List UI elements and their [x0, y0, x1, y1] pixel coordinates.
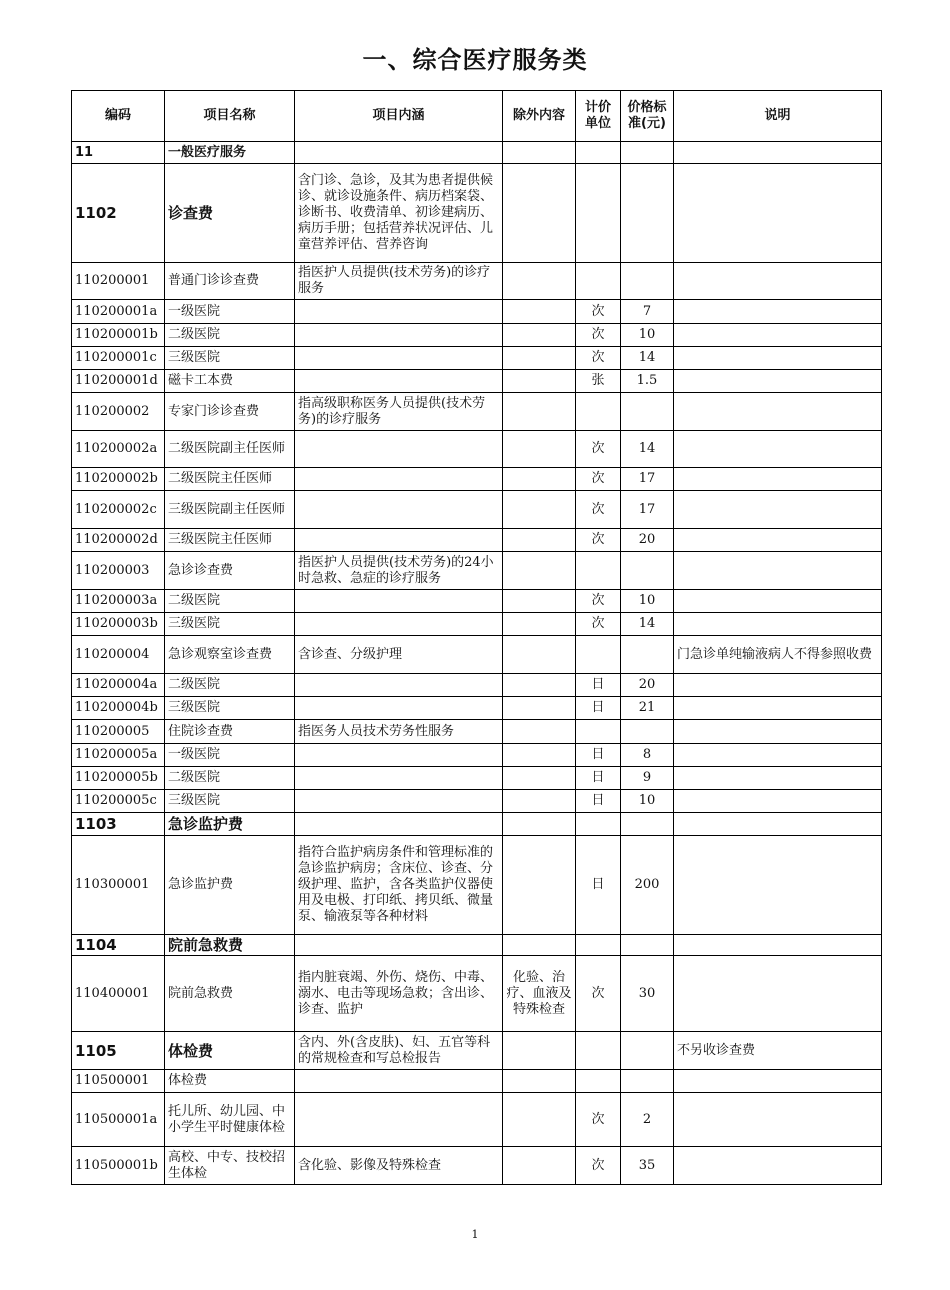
unit-cell: 日: [576, 790, 621, 813]
code-cell: 110200002d: [72, 529, 165, 552]
price-cell: 10: [621, 790, 674, 813]
item-name-cell: 二级医院: [165, 324, 295, 347]
table-row: [72, 1070, 882, 1093]
code-cell: 110200005: [72, 720, 165, 744]
unit-cell: 次: [576, 590, 621, 613]
item-content-cell: 指高级职称医务人员提供(技术劳务)的诊疗服务: [295, 393, 503, 431]
note-cell: [674, 300, 882, 324]
unit-cell: [576, 636, 621, 674]
item-content-cell: [295, 142, 503, 164]
excluded-cell: [503, 697, 576, 720]
code-cell: 110200003: [72, 552, 165, 590]
excluded-cell: [503, 431, 576, 468]
excluded-cell: 化验、治疗、血液及特殊检查: [503, 956, 576, 1032]
unit-cell: 日: [576, 767, 621, 790]
table-row: [72, 370, 882, 393]
price-cell: 1.5: [621, 370, 674, 393]
note-cell: [674, 935, 882, 956]
note-cell: [674, 813, 882, 836]
item-name-cell: 二级医院: [165, 674, 295, 697]
item-content-cell: [295, 590, 503, 613]
unit-cell: 次: [576, 956, 621, 1032]
note-cell: [674, 1093, 882, 1147]
price-cell: 8: [621, 744, 674, 767]
table-row: [72, 552, 882, 590]
note-cell: [674, 491, 882, 529]
unit-cell: 日: [576, 744, 621, 767]
item-name-cell: 一级医院: [165, 744, 295, 767]
item-name-cell: 急诊监护费: [165, 813, 295, 836]
item-name-cell: 托儿所、幼儿园、中小学生平时健康体检: [165, 1093, 295, 1147]
excluded-cell: [503, 347, 576, 370]
item-name-cell: 高校、中专、技校招生体检: [165, 1147, 295, 1185]
section-row: [72, 164, 882, 263]
unit-cell: [576, 935, 621, 956]
page-number: 1: [471, 1228, 479, 1241]
table-row: [72, 790, 882, 813]
code-cell: 110200001b: [72, 324, 165, 347]
code-cell: 1103: [72, 813, 165, 836]
item-name-cell: 二级医院副主任医师: [165, 431, 295, 468]
item-content-cell: [295, 1070, 503, 1093]
header-price: 价格标准(元): [621, 91, 674, 142]
excluded-cell: [503, 836, 576, 935]
unit-cell: [576, 142, 621, 164]
note-cell: [674, 431, 882, 468]
header-excluded: 除外内容: [503, 91, 576, 142]
price-cell: 35: [621, 1147, 674, 1185]
code-cell: 110200005c: [72, 790, 165, 813]
table-row: [72, 431, 882, 468]
section-row: [72, 1032, 882, 1070]
code-cell: 110200004b: [72, 697, 165, 720]
excluded-cell: [503, 300, 576, 324]
item-content-cell: [295, 491, 503, 529]
note-cell: [674, 164, 882, 263]
code-cell: 110200003b: [72, 613, 165, 636]
item-name-cell: 一般医疗服务: [165, 142, 295, 164]
unit-cell: 次: [576, 431, 621, 468]
note-cell: [674, 956, 882, 1032]
item-content-cell: 指符合监护病房条件和管理标准的急诊监护病房；含床位、诊查、分级护理、监护，含各类监护仪器使用及电极、打印纸、拷贝纸、微量泵、输液泵等各种材料: [295, 836, 503, 935]
item-name-cell: 院前急救费: [165, 935, 295, 956]
code-cell: 110400001: [72, 956, 165, 1032]
excluded-cell: [503, 529, 576, 552]
header-note: 说明: [674, 91, 882, 142]
excluded-cell: [503, 744, 576, 767]
note-cell: [674, 767, 882, 790]
excluded-cell: [503, 790, 576, 813]
item-content-cell: 含内、外(含皮肤)、妇、五官等科的常规检查和写总检报告: [295, 1032, 503, 1070]
header-code: 编码: [72, 91, 165, 142]
item-content-cell: 含化验、影像及特殊检查: [295, 1147, 503, 1185]
price-cell: 20: [621, 529, 674, 552]
note-cell: [674, 674, 882, 697]
excluded-cell: [503, 613, 576, 636]
section-row: [72, 142, 882, 164]
price-cell: 10: [621, 590, 674, 613]
table-row: [72, 956, 882, 1032]
code-cell: 110200002c: [72, 491, 165, 529]
table-row: [72, 613, 882, 636]
excluded-cell: [503, 491, 576, 529]
unit-cell: [576, 720, 621, 744]
table-row: [72, 697, 882, 720]
unit-cell: 次: [576, 1147, 621, 1185]
code-cell: 110200004: [72, 636, 165, 674]
excluded-cell: [503, 767, 576, 790]
note-cell: [674, 744, 882, 767]
note-cell: [674, 1147, 882, 1185]
item-content-cell: 指医务人员技术劳务性服务: [295, 720, 503, 744]
header-item-name: 项目名称: [165, 91, 295, 142]
excluded-cell: [503, 1093, 576, 1147]
header-item-content: 项目内涵: [295, 91, 503, 142]
table-body: [72, 142, 882, 1185]
excluded-cell: [503, 324, 576, 347]
code-cell: 110300001: [72, 836, 165, 935]
item-name-cell: 二级医院主任医师: [165, 468, 295, 491]
price-cell: 21: [621, 697, 674, 720]
item-content-cell: 指医护人员提供(技术劳务)的24小时急救、急症的诊疗服务: [295, 552, 503, 590]
item-content-cell: 指内脏衰竭、外伤、烧伤、中毒、溺水、电击等现场急救；含出诊、诊查、监护: [295, 956, 503, 1032]
code-cell: 1105: [72, 1032, 165, 1070]
excluded-cell: [503, 263, 576, 300]
note-cell: [674, 468, 882, 491]
unit-cell: 次: [576, 529, 621, 552]
excluded-cell: [503, 468, 576, 491]
item-name-cell: 磁卡工本费: [165, 370, 295, 393]
code-cell: 110200002a: [72, 431, 165, 468]
price-cell: 30: [621, 956, 674, 1032]
note-cell: [674, 697, 882, 720]
header-unit: 计价单位: [576, 91, 621, 142]
price-cell: [621, 813, 674, 836]
note-cell: [674, 142, 882, 164]
excluded-cell: [503, 1070, 576, 1093]
unit-cell: 次: [576, 468, 621, 491]
item-content-cell: [295, 370, 503, 393]
section-row: [72, 813, 882, 836]
note-cell: [674, 613, 882, 636]
item-name-cell: 急诊观察室诊查费: [165, 636, 295, 674]
item-content-cell: [295, 529, 503, 552]
excluded-cell: [503, 636, 576, 674]
item-content-cell: 指医护人员提供(技术劳务)的诊疗服务: [295, 263, 503, 300]
item-name-cell: 急诊监护费: [165, 836, 295, 935]
unit-cell: 次: [576, 347, 621, 370]
price-cell: [621, 164, 674, 263]
table-row: [72, 1093, 882, 1147]
table-row: [72, 744, 882, 767]
price-cell: [621, 1070, 674, 1093]
price-cell: 10: [621, 324, 674, 347]
unit-cell: [576, 393, 621, 431]
item-name-cell: 体检费: [165, 1032, 295, 1070]
excluded-cell: [503, 1032, 576, 1070]
item-name-cell: 院前急救费: [165, 956, 295, 1032]
price-cell: 7: [621, 300, 674, 324]
code-cell: 1104: [72, 935, 165, 956]
note-cell: [674, 529, 882, 552]
note-cell: [674, 720, 882, 744]
unit-cell: 次: [576, 324, 621, 347]
item-name-cell: 二级医院: [165, 767, 295, 790]
price-cell: 2: [621, 1093, 674, 1147]
note-cell: [674, 1070, 882, 1093]
item-content-cell: [295, 744, 503, 767]
section-row: [72, 935, 882, 956]
item-name-cell: 三级医院: [165, 613, 295, 636]
excluded-cell: [503, 142, 576, 164]
table-row: [72, 720, 882, 744]
unit-cell: [576, 1070, 621, 1093]
price-cell: 20: [621, 674, 674, 697]
price-cell: 200: [621, 836, 674, 935]
excluded-cell: [503, 1147, 576, 1185]
table-row: [72, 468, 882, 491]
code-cell: 110500001: [72, 1070, 165, 1093]
note-cell: 不另收诊查费: [674, 1032, 882, 1070]
price-cell: [621, 1032, 674, 1070]
code-cell: 110200005a: [72, 744, 165, 767]
price-cell: [621, 263, 674, 300]
unit-cell: [576, 164, 621, 263]
item-content-cell: [295, 431, 503, 468]
price-table: [71, 90, 882, 1185]
item-name-cell: 三级医院: [165, 697, 295, 720]
price-cell: [621, 935, 674, 956]
item-name-cell: 普通门诊诊查费: [165, 263, 295, 300]
table-row: [72, 393, 882, 431]
excluded-cell: [503, 393, 576, 431]
excluded-cell: [503, 552, 576, 590]
note-cell: [674, 590, 882, 613]
unit-cell: 日: [576, 697, 621, 720]
code-cell: 110200002b: [72, 468, 165, 491]
price-cell: 14: [621, 613, 674, 636]
item-content-cell: [295, 300, 503, 324]
unit-cell: 次: [576, 491, 621, 529]
price-cell: [621, 552, 674, 590]
table-row: [72, 324, 882, 347]
table-row: [72, 347, 882, 370]
price-cell: [621, 720, 674, 744]
table-row: [72, 636, 882, 674]
price-cell: [621, 142, 674, 164]
item-content-cell: [295, 790, 503, 813]
code-cell: 110200004a: [72, 674, 165, 697]
code-cell: 110200005b: [72, 767, 165, 790]
note-cell: [674, 790, 882, 813]
code-cell: 11: [72, 142, 165, 164]
price-cell: [621, 393, 674, 431]
item-content-cell: [295, 935, 503, 956]
item-content-cell: [295, 324, 503, 347]
item-content-cell: [295, 613, 503, 636]
item-name-cell: 急诊诊查费: [165, 552, 295, 590]
unit-cell: 日: [576, 674, 621, 697]
unit-cell: 次: [576, 300, 621, 324]
item-name-cell: 三级医院副主任医师: [165, 491, 295, 529]
unit-cell: [576, 1032, 621, 1070]
table-row: [72, 300, 882, 324]
note-cell: [674, 370, 882, 393]
code-cell: 110200001a: [72, 300, 165, 324]
excluded-cell: [503, 590, 576, 613]
price-cell: [621, 636, 674, 674]
item-name-cell: 三级医院主任医师: [165, 529, 295, 552]
item-name-cell: 三级医院: [165, 790, 295, 813]
item-content-cell: [295, 468, 503, 491]
item-content-cell: 含门诊、急诊，及其为患者提供候诊、就诊设施条件、病历档案袋、诊断书、收费清单、初诊建病历、病历手册；包括营养状况评估、儿童营养评估、营养咨询: [295, 164, 503, 263]
table-row: [72, 590, 882, 613]
note-cell: [674, 263, 882, 300]
price-cell: 17: [621, 468, 674, 491]
note-cell: [674, 324, 882, 347]
table-row: [72, 1147, 882, 1185]
item-content-cell: [295, 1093, 503, 1147]
price-cell: 14: [621, 347, 674, 370]
unit-cell: 次: [576, 613, 621, 636]
item-name-cell: 专家门诊诊查费: [165, 393, 295, 431]
code-cell: 110500001a: [72, 1093, 165, 1147]
note-cell: [674, 347, 882, 370]
unit-cell: 张: [576, 370, 621, 393]
item-name-cell: 诊查费: [165, 164, 295, 263]
unit-cell: 日: [576, 836, 621, 935]
item-name-cell: 住院诊查费: [165, 720, 295, 744]
item-content-cell: [295, 347, 503, 370]
unit-cell: 次: [576, 1093, 621, 1147]
item-name-cell: 三级医院: [165, 347, 295, 370]
item-name-cell: 二级医院: [165, 590, 295, 613]
item-content-cell: [295, 697, 503, 720]
item-content-cell: [295, 767, 503, 790]
unit-cell: [576, 552, 621, 590]
table-row: [72, 767, 882, 790]
table-row: [72, 491, 882, 529]
table-row: [72, 263, 882, 300]
excluded-cell: [503, 720, 576, 744]
code-cell: 110200001d: [72, 370, 165, 393]
item-name-cell: 一级医院: [165, 300, 295, 324]
note-cell: [674, 552, 882, 590]
table-row: [72, 674, 882, 697]
unit-cell: [576, 263, 621, 300]
note-cell: [674, 393, 882, 431]
code-cell: 110200002: [72, 393, 165, 431]
code-cell: 110200001: [72, 263, 165, 300]
page-title: 一、综合医疗服务类: [362, 46, 588, 74]
excluded-cell: [503, 674, 576, 697]
table-row: [72, 836, 882, 935]
note-cell: [674, 836, 882, 935]
item-content-cell: [295, 674, 503, 697]
code-cell: 1102: [72, 164, 165, 263]
note-cell: 门急诊单纯输液病人不得参照收费: [674, 636, 882, 674]
item-content-cell: 含诊查、分级护理: [295, 636, 503, 674]
item-name-cell: 体检费: [165, 1070, 295, 1093]
code-cell: 110200003a: [72, 590, 165, 613]
excluded-cell: [503, 164, 576, 263]
excluded-cell: [503, 935, 576, 956]
table-row: [72, 529, 882, 552]
excluded-cell: [503, 370, 576, 393]
code-cell: 110200001c: [72, 347, 165, 370]
excluded-cell: [503, 813, 576, 836]
unit-cell: [576, 813, 621, 836]
price-cell: 14: [621, 431, 674, 468]
item-content-cell: [295, 813, 503, 836]
table-header-row: [72, 91, 882, 142]
price-cell: 9: [621, 767, 674, 790]
price-cell: 17: [621, 491, 674, 529]
code-cell: 110500001b: [72, 1147, 165, 1185]
